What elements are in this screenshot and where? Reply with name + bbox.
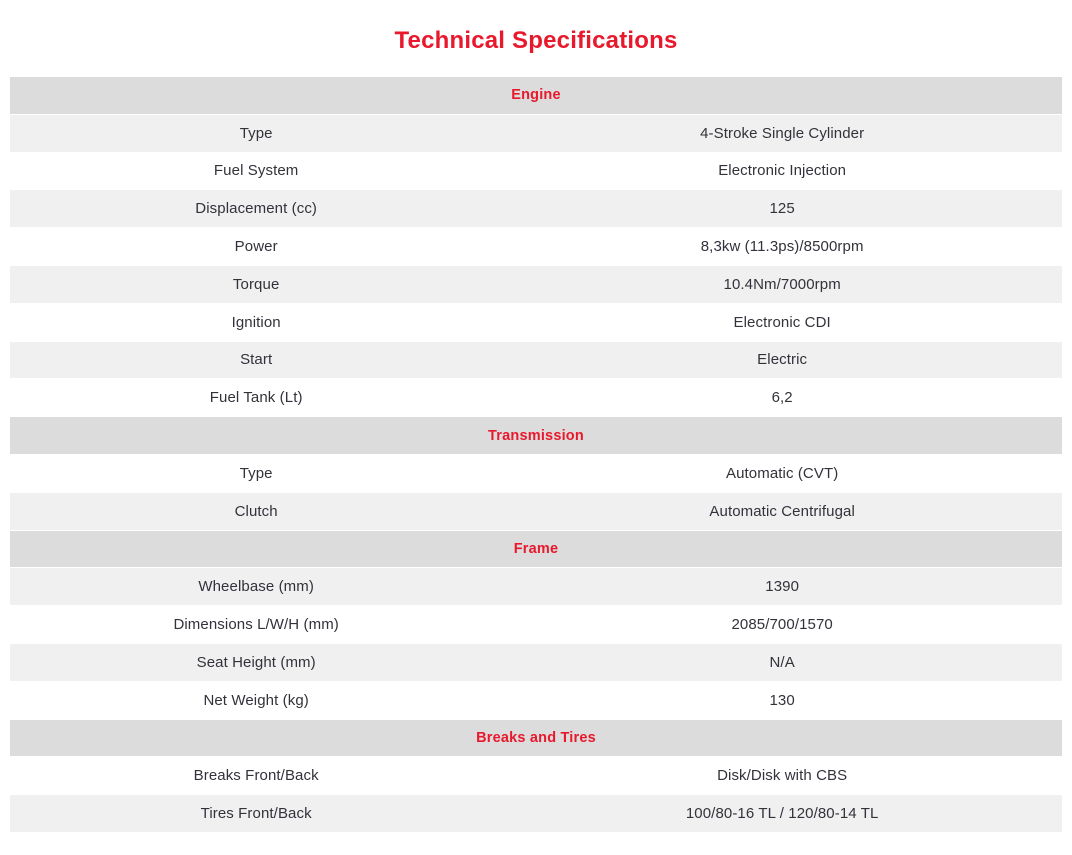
spec-value: Electric: [757, 351, 808, 369]
spec-value: 10.4Nm/7000rpm: [723, 275, 841, 293]
spec-label: Dimensions L/W/H (mm): [173, 616, 339, 634]
table-row: [10, 304, 1062, 342]
spec-value: 1390: [765, 578, 800, 596]
section-header-engine: [10, 77, 1062, 115]
section-header-breaks-and-tires: [10, 720, 1062, 758]
spec-value: 8,3kw (11.3ps)/8500rpm: [700, 238, 864, 256]
spec-label: Power: [234, 238, 278, 256]
spec-value: 130: [769, 691, 795, 709]
spec-value: 2085/700/1570: [731, 616, 833, 634]
table-row: [10, 379, 1062, 417]
spec-label: Start: [240, 351, 273, 369]
spec-value: Electronic CDI: [733, 313, 831, 331]
spec-label: Type: [239, 124, 273, 142]
spec-value: 4-Stroke Single Cylinder: [700, 124, 865, 142]
table-row: [10, 153, 1062, 191]
spec-label: Ignition: [231, 313, 281, 331]
spec-label: Seat Height (mm): [196, 653, 316, 671]
spec-label: Net Weight (kg): [203, 691, 309, 709]
table-row: [10, 455, 1062, 493]
spec-value: 100/80-16 TL / 120/80-14 TL: [685, 805, 879, 823]
table-row: [10, 606, 1062, 644]
table-row: [10, 266, 1062, 304]
table-row: [10, 795, 1062, 833]
section-header-transmission: [10, 417, 1062, 455]
section-title: Transmission: [488, 427, 584, 444]
section-title: Breaks and Tires: [476, 729, 596, 746]
spec-table: [10, 77, 1062, 833]
table-row: [10, 493, 1062, 531]
spec-label: Fuel Tank (Lt): [209, 389, 303, 407]
table-row: [10, 228, 1062, 266]
section-header-frame: [10, 531, 1062, 569]
spec-value: 125: [769, 200, 795, 218]
spec-value: Disk/Disk with CBS: [717, 767, 848, 785]
table-row: [10, 568, 1062, 606]
page-title: Technical Specifications: [394, 27, 678, 54]
spec-label: Breaks Front/Back: [193, 767, 319, 785]
table-row: [10, 682, 1062, 720]
spec-value: Automatic (CVT): [725, 464, 839, 482]
section-title: Frame: [513, 540, 559, 557]
spec-label: Clutch: [234, 502, 278, 520]
spec-value: Electronic Injection: [718, 162, 847, 180]
section-title: Engine: [511, 87, 561, 104]
spec-label: Tires Front/Back: [200, 805, 312, 823]
spec-label: Type: [239, 464, 273, 482]
table-row: [10, 190, 1062, 228]
spec-label: Torque: [232, 275, 280, 293]
spec-label: Fuel System: [213, 162, 299, 180]
spec-label: Wheelbase (mm): [198, 578, 314, 596]
table-row: [10, 644, 1062, 682]
table-row: [10, 757, 1062, 795]
spec-value: 6,2: [771, 389, 793, 407]
spec-label: Displacement (cc): [195, 200, 318, 218]
spec-value: N/A: [769, 653, 795, 671]
table-row: [10, 342, 1062, 380]
table-row: [10, 115, 1062, 153]
spec-value: Automatic Centrifugal: [709, 502, 855, 520]
